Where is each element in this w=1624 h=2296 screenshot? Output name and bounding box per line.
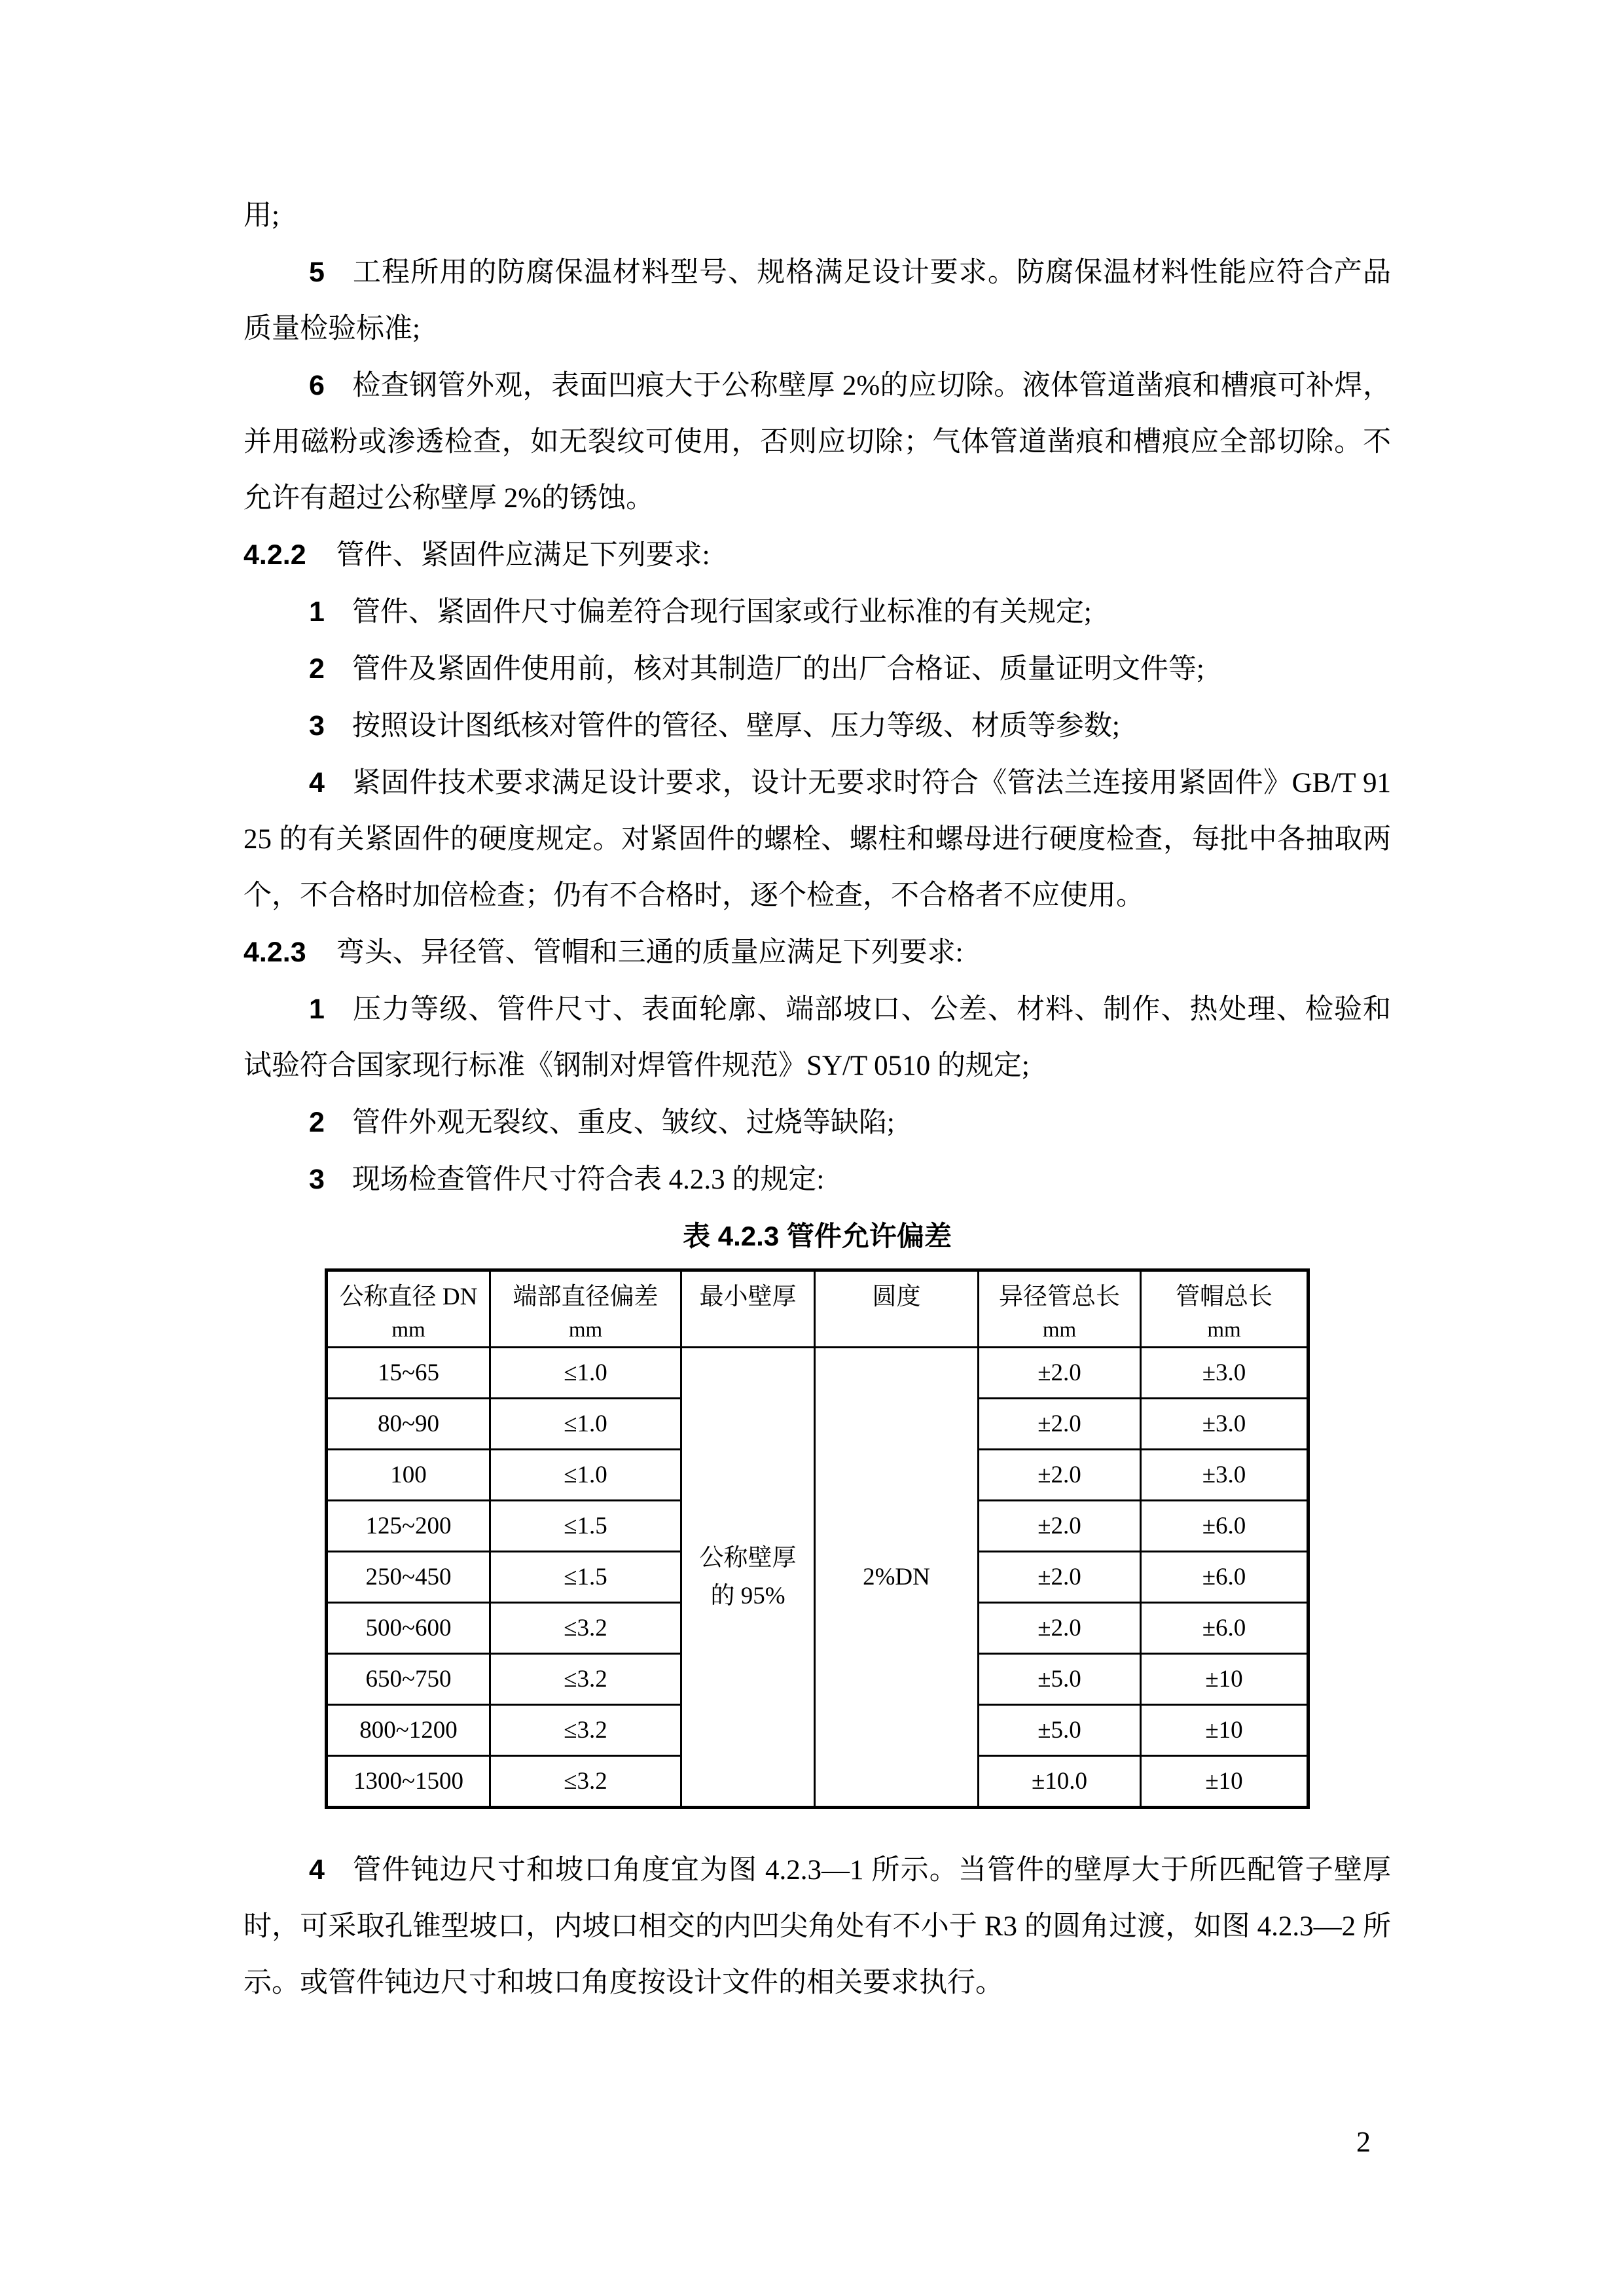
table-cell: 250~450 — [327, 1552, 490, 1603]
table-cell: 500~600 — [327, 1603, 490, 1654]
list-item-422-1 — [244, 584, 1391, 641]
table-cell: 15~65 — [327, 1348, 490, 1399]
list-item-422-4 — [244, 755, 1391, 924]
section-heading-4-2-3 — [244, 924, 1391, 981]
table-cell: ±2.0 — [979, 1603, 1141, 1654]
header-cap-total-length: 管帽总长 mm — [1141, 1270, 1308, 1348]
table-cell-min-wall-merged: 公称壁厚 的 95% — [681, 1348, 815, 1808]
table-cell: ±3.0 — [1141, 1399, 1308, 1450]
table-cell: ±2.0 — [979, 1501, 1141, 1552]
table-cell: ±10 — [1141, 1705, 1308, 1756]
list-item-text: 管件钝边尺寸和坡口角度宜为图 4.2.3—1 所示。当管件的壁厚大于所匹配管子壁厚时，可采取孔锥型坡口，内坡口相交的内凹尖角处有不小于 R3 的圆角过渡，如图 4.2.3—2 所示。或管件钝边尺寸和坡口角度按设计文件的相关要求执行。 — [244, 1855, 1391, 1998]
list-item-text: 压力等级、管件尺寸、表面轮廓、端部坡口、公差、材料、制作、热处理、检验和试验符合国家现行标准《钢制对焊管件规范》SY/T 0510 的规定; — [244, 994, 1391, 1081]
list-item-text: 现场检查管件尺寸符合表 4.2.3 的规定: — [352, 1164, 825, 1195]
table-cell: ±10 — [1141, 1756, 1308, 1808]
list-item-number: 3 — [309, 710, 325, 742]
header-nominal-diameter: 公称直径 DN mm — [327, 1270, 490, 1348]
list-item-5 — [244, 244, 1391, 357]
list-item-423-3 — [244, 1151, 1391, 1208]
section-title: 管件、紧固件应满足下列要求: — [336, 540, 710, 571]
list-item-number: 3 — [309, 1164, 325, 1195]
table-cell: ≤1.5 — [490, 1501, 681, 1552]
section-number: 4.2.2 — [244, 539, 306, 571]
table-cell: ≤1.0 — [490, 1399, 681, 1450]
list-item-text: 按照设计图纸核对管件的管径、壁厚、压力等级、材质等参数; — [352, 711, 1120, 742]
table-cell: ≤3.2 — [490, 1756, 681, 1808]
table-cell: ±10.0 — [979, 1756, 1141, 1808]
table-cell: 80~90 — [327, 1399, 490, 1450]
table-cell: ±2.0 — [979, 1348, 1141, 1399]
header-min-wall-thickness: 最小壁厚 — [681, 1270, 815, 1348]
table-cell: ±3.0 — [1141, 1348, 1308, 1399]
table-cell: ≤3.2 — [490, 1603, 681, 1654]
section-heading-4-2-2 — [244, 527, 1391, 584]
table-row — [327, 1348, 1308, 1399]
table-cell: 1300~1500 — [327, 1756, 490, 1808]
table-cell: ≤3.2 — [490, 1654, 681, 1705]
table-cell: ≤3.2 — [490, 1705, 681, 1756]
table-cell-roundness-merged: 2%DN — [815, 1348, 979, 1808]
table-cell: 125~200 — [327, 1501, 490, 1552]
list-item-number: 5 — [309, 257, 325, 288]
table-cell: ±6.0 — [1141, 1552, 1308, 1603]
list-item-text: 管件及紧固件使用前，核对其制造厂的出厂合格证、质量证明文件等; — [352, 654, 1204, 685]
header-reducer-total-length: 异径管总长 mm — [979, 1270, 1141, 1348]
list-item-422-2 — [244, 641, 1391, 698]
table-cell: ±2.0 — [979, 1399, 1141, 1450]
list-item-6 — [244, 357, 1391, 527]
table-header-row — [327, 1270, 1308, 1348]
table-cell: 800~1200 — [327, 1705, 490, 1756]
section-title: 弯头、异径管、管帽和三通的质量应满足下列要求: — [336, 937, 964, 968]
table-cell: ≤1.5 — [490, 1552, 681, 1603]
list-item-text: 管件、紧固件尺寸偏差符合现行国家或行业标准的有关规定; — [352, 597, 1092, 628]
table-cell: ±10 — [1141, 1654, 1308, 1705]
list-item-number: 2 — [309, 1107, 325, 1138]
page-number: 2 — [1356, 2126, 1371, 2158]
header-roundness: 圆度 — [815, 1270, 979, 1348]
list-item-number: 4 — [309, 1854, 325, 1886]
table-cell: ±2.0 — [979, 1552, 1141, 1603]
list-item-423-4 — [244, 1842, 1391, 2011]
table-caption: 表 4.2.3 管件允许偏差 — [683, 1221, 952, 1251]
page-content — [244, 188, 1391, 2011]
table-cell: ±6.0 — [1141, 1501, 1308, 1552]
list-item-number: 2 — [309, 653, 325, 685]
paragraph-continuation: 用; — [244, 200, 280, 231]
table-cell: ±3.0 — [1141, 1450, 1308, 1501]
list-item-number: 4 — [309, 767, 325, 798]
header-end-diameter-deviation: 端部直径偏差 mm — [490, 1270, 681, 1348]
table-cell: ±5.0 — [979, 1654, 1141, 1705]
table-cell: ±2.0 — [979, 1450, 1141, 1501]
table-cell: ±6.0 — [1141, 1603, 1308, 1654]
list-item-422-3 — [244, 698, 1391, 755]
table-cell: ±5.0 — [979, 1705, 1141, 1756]
table-cell: 100 — [327, 1450, 490, 1501]
list-item-number: 1 — [309, 596, 325, 628]
list-item-text: 检查钢管外观，表面凹痕大于公称壁厚 2%的应切除。液体管道凿痕和槽痕可补焊，并用磁粉或渗透检查，如无裂纹可使用，否则应切除；气体管道凿痕和槽痕应全部切除。不允许有超过公称壁厚 2%的锈蚀。 — [244, 370, 1391, 514]
table-cell: 650~750 — [327, 1654, 490, 1705]
list-item-number: 1 — [309, 994, 325, 1025]
list-item-text: 工程所用的防腐保温材料型号、规格满足设计要求。防腐保温材料性能应符合产品质量检验标准; — [244, 257, 1391, 344]
list-item-text: 管件外观无裂纹、重皮、皱纹、过烧等缺陷; — [352, 1107, 895, 1138]
table-cell: ≤1.0 — [490, 1450, 681, 1501]
pipe-fitting-tolerance-table — [325, 1268, 1310, 1809]
list-item-number: 6 — [309, 370, 325, 401]
list-item-423-2 — [244, 1094, 1391, 1151]
table-cell: ≤1.0 — [490, 1348, 681, 1399]
list-item-text: 紧固件技术要求满足设计要求，设计无要求时符合《管法兰连接用紧固件》GB/T 9125 的有关紧固件的硬度规定。对紧固件的螺栓、螺柱和螺母进行硬度检查，每批中各抽取两个，不合格时加倍检查；仍有不合格时，逐个检查，不合格者不应使用。 — [244, 768, 1391, 911]
list-item-423-1 — [244, 981, 1391, 1094]
section-number: 4.2.3 — [244, 937, 306, 968]
